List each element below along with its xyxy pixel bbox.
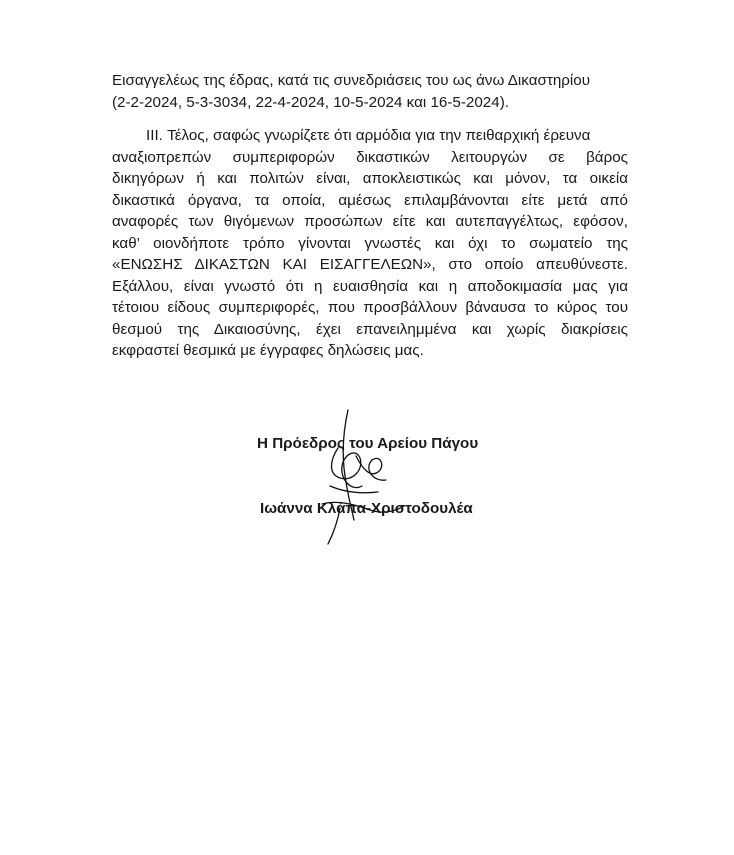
handwritten-signature <box>300 408 410 548</box>
paragraph-line: θεσμού της Δικαιοσύνης, έχει επανειλημμένα και χωρίς διακρίσεις <box>112 320 628 338</box>
paragraph-line: «ΕΝΩΣΗΣ ΔΙΚΑΣΤΩΝ ΚΑΙ ΕΙΣΑΓΓΕΛΕΩΝ», στο οποίο απευθύνεστε. <box>112 256 628 273</box>
paragraph-line: καθ’ οιονδήποτε τρόπο γίνονται γνωστές και όχι το σωματείο της <box>112 234 628 252</box>
paragraph-line: αναξιοπρεπών συμπεριφορών δικαστικών λειτουργών σε βάρος <box>112 148 628 166</box>
paragraph-line: Εξάλλου, είναι γνωστό ότι η ευαισθησία και η αποδοκιμασία μας για <box>112 277 628 295</box>
paragraph-line: εκφραστεί θεσμικά με έγγραφες δηλώσεις μας. <box>112 342 424 359</box>
intro-line: Εισαγγελέως της έδρας, κατά τις συνεδριάσεις του ως άνω Δικαστηρίου <box>112 72 591 89</box>
signatory-name: Ιωάννα Κλάπα-Χριστοδουλέα <box>260 500 473 517</box>
paragraph-line: δικαστικά όργανα, τα οποία, αμέσως επιλαμβάνονται είτε μετά από <box>112 191 628 209</box>
paragraph-line: αναφορές των θιγόμενων προσώπων είτε και αυτεπαγγέλτως, εφόσον, <box>112 213 628 230</box>
intro-line: (2-2-2024, 5-3-3034, 22-4-2024, 10-5-2024 και 16-5-2024). <box>112 93 509 111</box>
paragraph-line: III. Τέλος, σαφώς γνωρίζετε ότι αρμόδια για την πειθαρχική έρευνα <box>146 127 591 144</box>
paragraph-line: τέτοιου είδους συμπεριφορές, που προσβάλλουν βάναυσα το κύρος του <box>112 299 628 316</box>
paragraph-line: δικηγόρων ή και πολιτών είναι, αποκλειστικώς και μόνον, τα οικεία <box>112 170 628 187</box>
signatory-title: Η Πρόεδρος του Αρείου Πάγου <box>257 435 479 452</box>
